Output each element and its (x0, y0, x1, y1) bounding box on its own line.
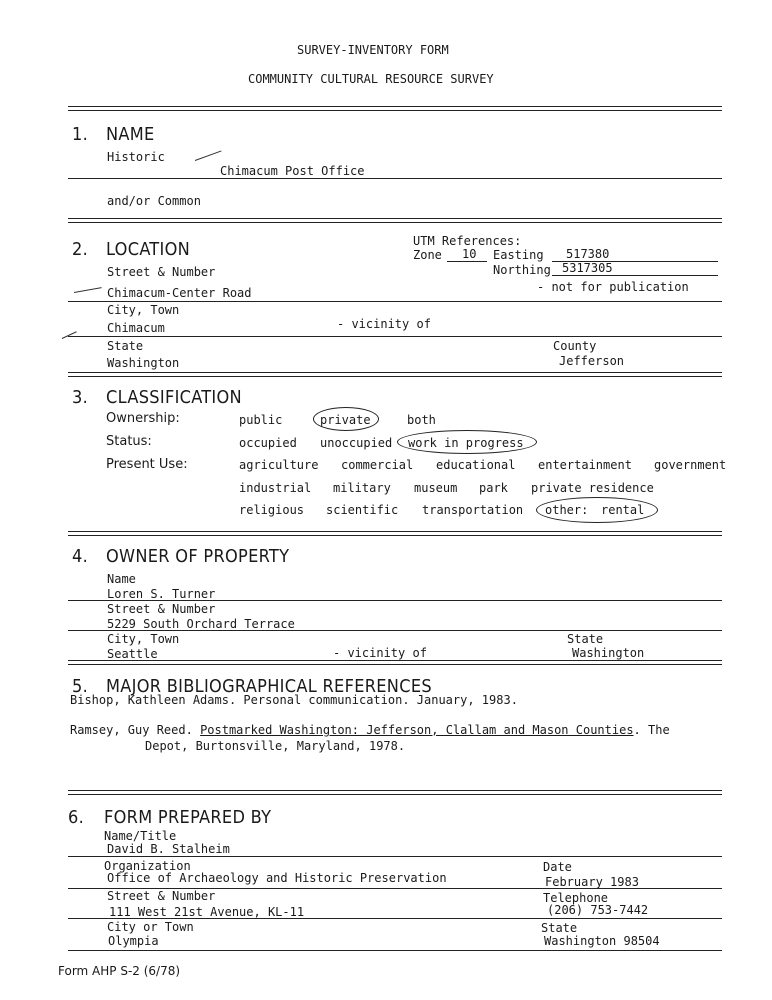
ownership-both: both (407, 413, 436, 427)
section-6-number: 6. (68, 807, 85, 828)
use-option: commercial (341, 458, 414, 472)
use-option: religious (239, 503, 305, 517)
owner-city-value: Seattle (107, 647, 158, 661)
northing-value: 5317305 (562, 261, 613, 275)
telephone-label: Telephone (543, 891, 609, 905)
owner-name-label: Name (107, 572, 136, 586)
use-option: park (479, 481, 508, 495)
owner-city-label: City, Town (107, 632, 180, 646)
northing-label: Northing (493, 263, 551, 277)
reference-2-suffix: . The (633, 723, 670, 737)
section-4-heading: OWNER OF PROPERTY (106, 546, 290, 567)
section-6-heading: FORM PREPARED BY (104, 807, 272, 828)
section-3-heading: CLASSIFICATION (106, 387, 242, 408)
state-label: State (107, 339, 144, 353)
street-value: Chimacum-Center Road (107, 286, 252, 300)
divider (68, 790, 722, 795)
divider (68, 531, 722, 536)
county-value: Jefferson (559, 354, 625, 368)
status-work-in-progress: work in progress (408, 436, 524, 450)
prepared-name-value: David B. Stalheim (107, 842, 230, 856)
use-other: other: (545, 503, 589, 517)
divider (68, 630, 722, 631)
use-option: private residence (531, 481, 654, 495)
status-label: Status: (106, 434, 152, 449)
section-1-heading: NAME (106, 124, 155, 145)
selection-circle (397, 430, 537, 454)
ownership-label: Ownership: (106, 411, 180, 426)
common-label: and/or Common (107, 194, 201, 208)
county-label: County (553, 339, 597, 353)
prepared-state-label: State (541, 921, 578, 935)
prepared-city-value: Olympia (108, 934, 159, 948)
use-option: entertainment (538, 458, 632, 472)
use-option: military (333, 481, 391, 495)
use-option: scientific (326, 503, 399, 517)
historic-value: Chimacum Post Office (220, 164, 365, 178)
zone-label: Zone (413, 248, 442, 262)
owner-state-label: State (567, 632, 604, 646)
check-mark (74, 287, 102, 293)
status-occupied: occupied (239, 436, 297, 450)
prepared-name-label: Name/Title (104, 829, 177, 843)
divider (68, 660, 722, 665)
divider (68, 301, 722, 302)
use-option: government (654, 458, 727, 472)
use-option: museum (414, 481, 458, 495)
divider (68, 372, 722, 377)
owner-state-value: Washington (572, 646, 645, 660)
section-4-number: 4. (72, 546, 89, 567)
form-title: SURVEY-INVENTORY FORM (297, 43, 449, 57)
section-3-number: 3. (72, 387, 89, 408)
reference-2 (70, 724, 670, 736)
section-2-number: 2. (72, 239, 89, 260)
organization-label: Organization (104, 859, 191, 873)
section-5-heading: MAJOR BIBLIOGRAPHICAL REFERENCES (106, 676, 432, 697)
use-option: educational (436, 458, 516, 472)
prepared-city-label: City or Town (107, 920, 194, 934)
owner-street-label: Street & Number (107, 602, 216, 616)
divider (68, 106, 722, 111)
divider (68, 218, 722, 223)
divider (68, 600, 722, 601)
use-option: agriculture (239, 458, 319, 472)
use-option: transportation (422, 503, 524, 517)
city-label: City, Town (107, 303, 180, 317)
organization-value: Office of Archaeology and Historic Preservation (107, 871, 447, 885)
form-id: Form AHP S-2 (6/78) (58, 964, 181, 978)
reference-1: Bishop, Kathleen Adams. Personal communication. January, 1983. (70, 693, 518, 707)
owner-name-value: Loren S. Turner (107, 587, 216, 601)
selection-circle (536, 497, 658, 523)
zone-underline (447, 261, 487, 262)
prepared-state-value: Washington 98504 (544, 934, 660, 948)
northing-underline (552, 275, 718, 276)
easting-value: 517380 (566, 247, 610, 261)
telephone-value: (206) 753-7442 (547, 903, 649, 917)
street-label: Street & Number (107, 265, 216, 279)
divider (68, 178, 722, 179)
divider (68, 856, 722, 857)
form-subtitle: COMMUNITY CULTURAL RESOURCE SURVEY (248, 72, 494, 86)
reference-2-line-2: Depot, Burtonsville, Maryland, 1978. (145, 739, 406, 753)
ownership-public: public (239, 413, 283, 427)
divider (68, 336, 722, 337)
owner-street-value: 5229 South Orchard Terrace (107, 617, 295, 631)
city-value: Chimacum (107, 321, 165, 335)
use-other-value: rental (601, 503, 645, 517)
present-use-label: Present Use: (106, 457, 188, 472)
utm-label: UTM References: (413, 234, 522, 248)
use-option: industrial (239, 481, 312, 495)
ownership-private: private (320, 413, 371, 427)
divider (68, 918, 722, 919)
reference-2-author: Ramsey, Guy Reed. (70, 723, 193, 737)
easting-label: Easting (493, 248, 544, 262)
prepared-street-label: Street & Number (107, 889, 216, 903)
divider (68, 950, 722, 951)
status-unoccupied: unoccupied (320, 436, 393, 450)
section-5-number: 5. (72, 676, 89, 697)
section-1-number: 1. (72, 124, 89, 145)
date-value: February 1983 (545, 875, 639, 889)
state-value: Washington (107, 356, 180, 370)
vicinity-of: - vicinity of (337, 317, 431, 331)
not-for-publication: - not for publication (537, 280, 689, 294)
section-2-heading: LOCATION (106, 239, 191, 260)
prepared-street-value: 111 West 21st Avenue, KL-11 (109, 905, 305, 919)
date-label: Date (543, 860, 572, 874)
owner-vicinity-of: - vicinity of (333, 646, 427, 660)
historic-label: Historic (107, 150, 165, 164)
reference-2-title: Postmarked Washington: Jefferson, Clallam and Mason Counties (200, 723, 634, 737)
check-mark (195, 150, 222, 161)
selection-circle (313, 407, 379, 431)
zone-value: 10 (462, 247, 477, 261)
